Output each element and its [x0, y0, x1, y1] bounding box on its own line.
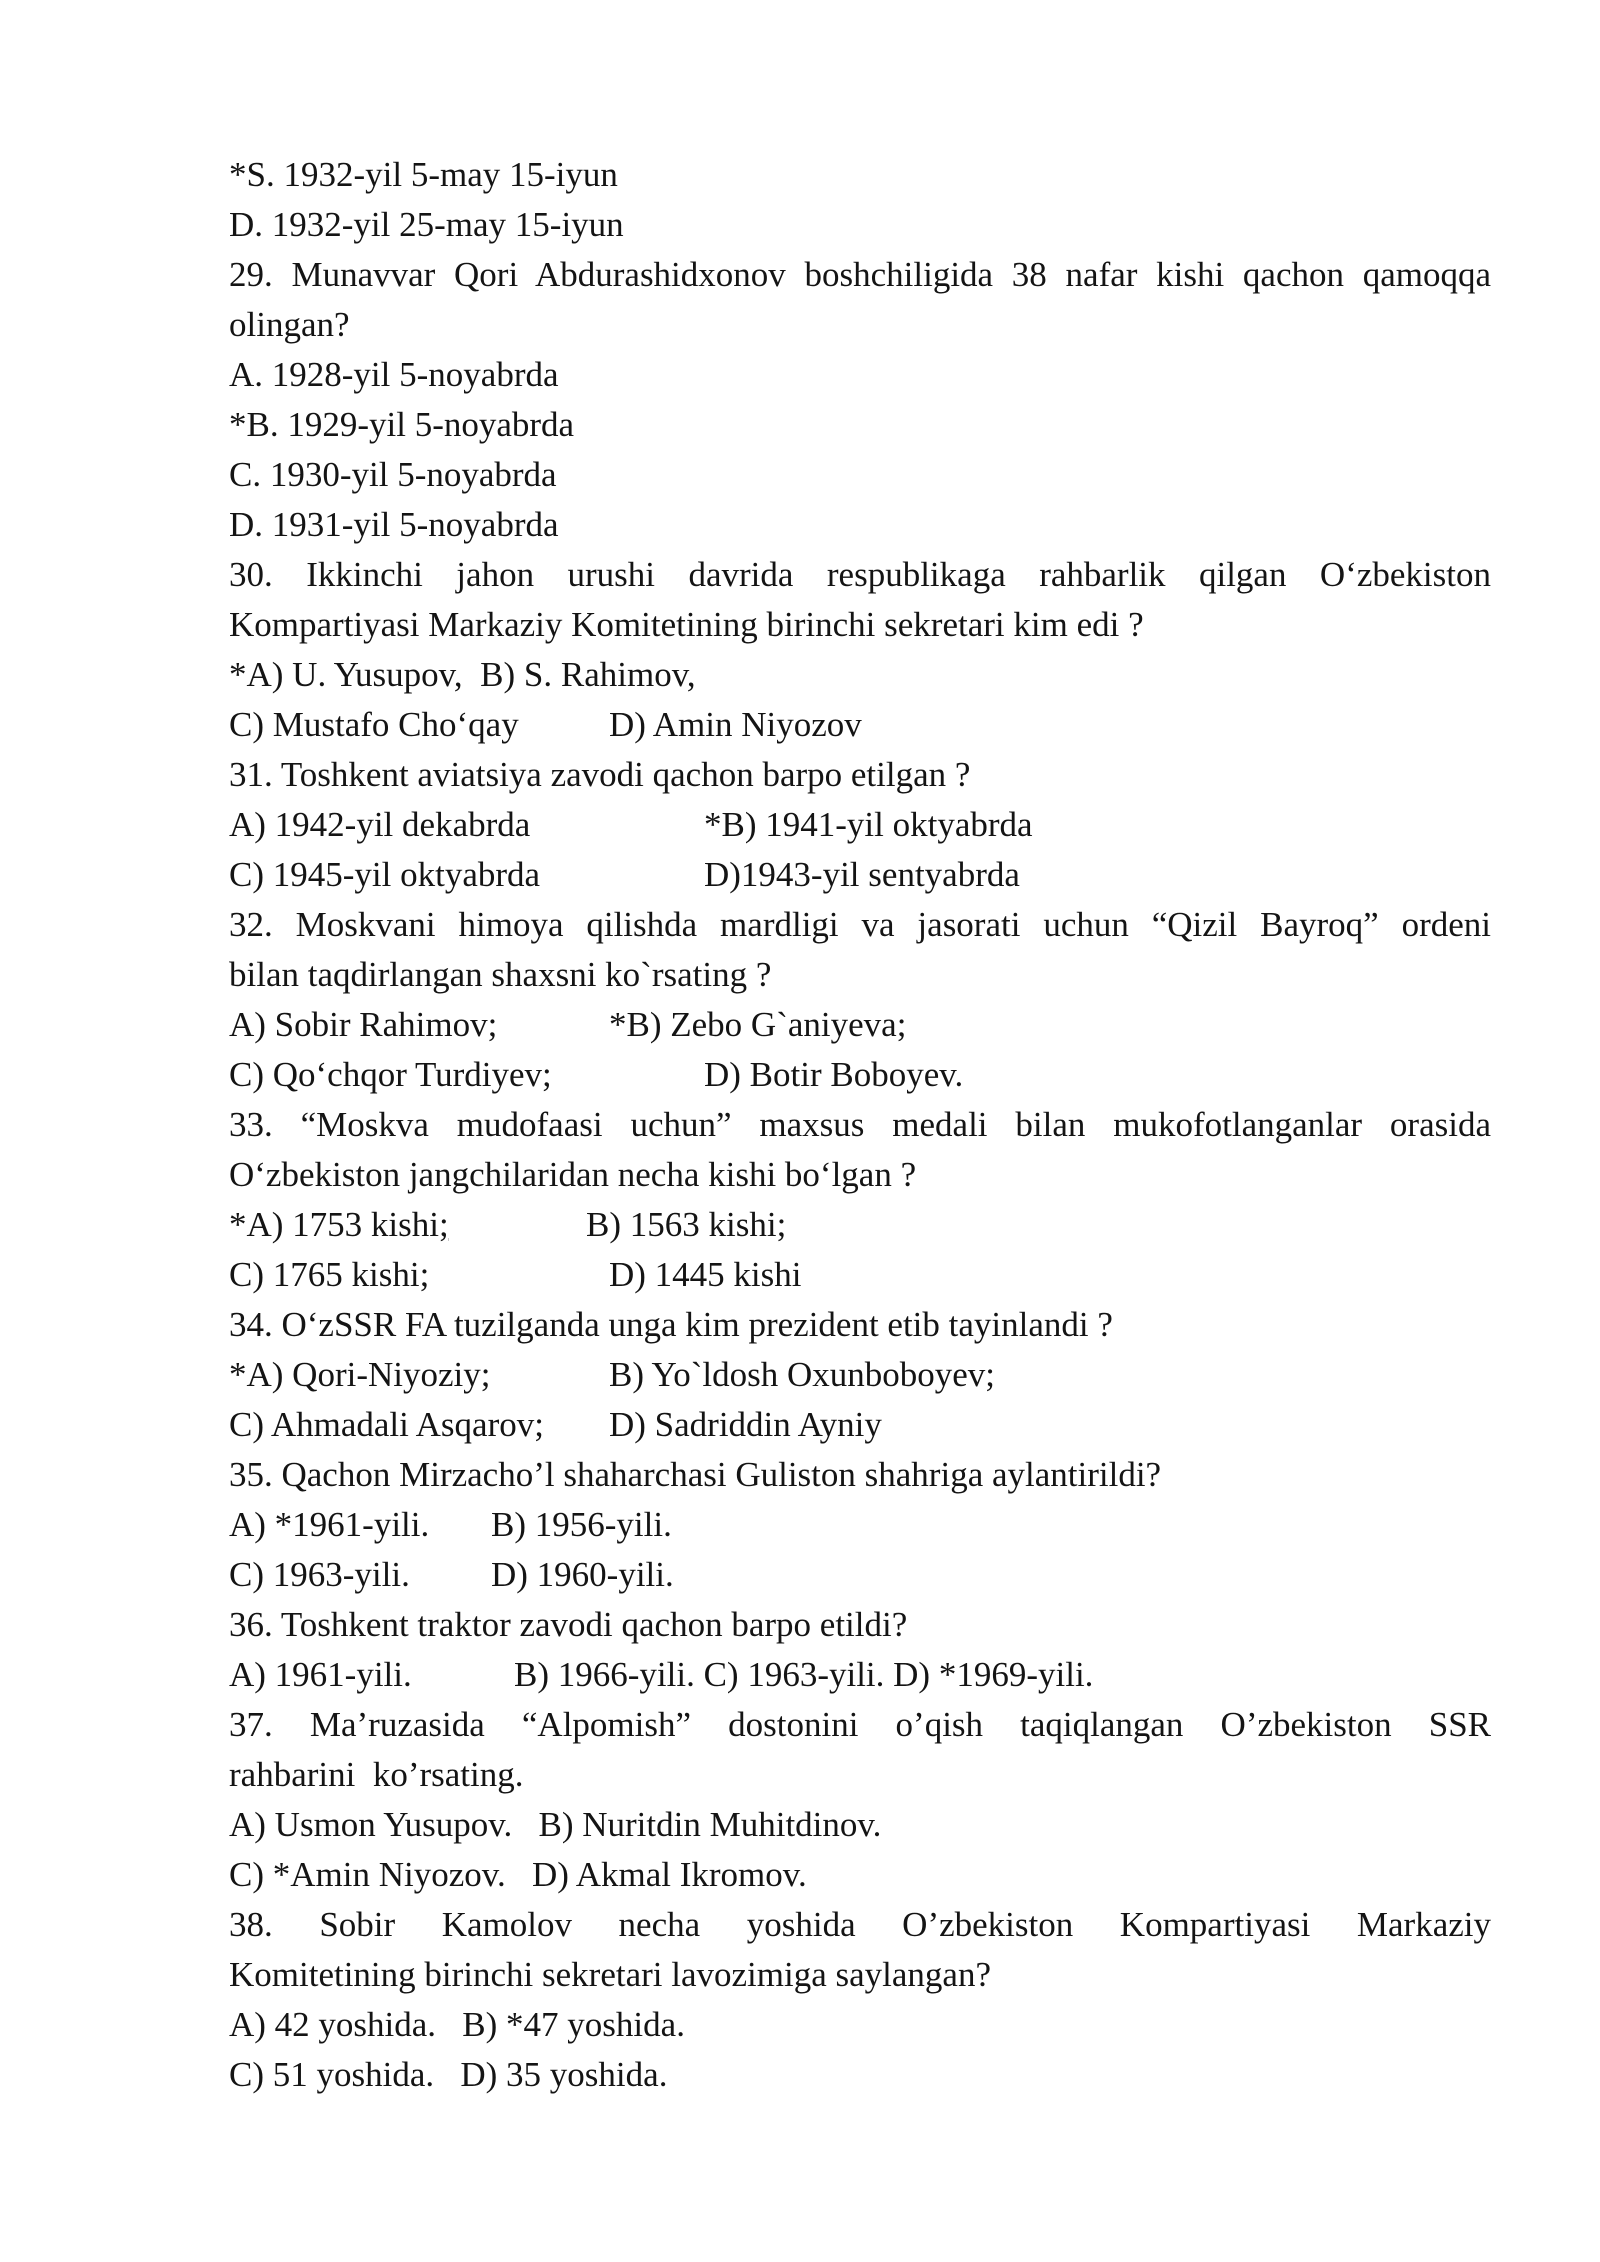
- answer-option: D) Botir Boboyev.: [704, 1055, 964, 1094]
- question-33-cont: O‘zbekiston jangchilaridan necha kishi bo‘lgan ?: [229, 1155, 917, 1194]
- question-30-cont: Kompartiyasi Markaziy Komitetining birinchi sekretari kim edi ?: [229, 605, 1144, 644]
- question-36: 36. Toshkent traktor zavodi qachon barpo etildi?: [229, 1605, 908, 1644]
- question-38: 38. Sobir Kamolov necha yoshida O’zbekiston Kompartiyasi Markaziy: [229, 1905, 1491, 1944]
- question-34: 34. O‘zSSR FA tuzilganda unga kim prezident etib tayinlandi ?: [229, 1305, 1113, 1344]
- answer-option: B) Yo`ldosh Oxunboboyev;: [609, 1355, 996, 1394]
- answer-separator: ;: [896, 1005, 907, 1044]
- answer-option: A) 1961-yili.: [229, 1655, 412, 1694]
- answer-row: [229, 800, 1491, 850]
- answer-option: A) Sobir Rahimov;: [229, 1005, 498, 1044]
- answer-option: *B. 1929-yil 5-noyabrda: [229, 405, 575, 444]
- question-35: 35. Qachon Mirzacho’l shaharchasi Guliston shahriga aylantirildi?: [229, 1455, 1162, 1494]
- answer-option: B) 1563 kishi;: [586, 1205, 787, 1244]
- answer-option: *A) 1753 kishi: [229, 1205, 439, 1244]
- answer-option: A) 1942-yil dekabrda: [229, 805, 531, 844]
- answer-option: D. 1932-yil 25-may 15-iyun: [229, 205, 624, 244]
- answer-option: D) Amin Niyozov: [609, 705, 862, 744]
- answer-row: [229, 1400, 1491, 1450]
- answer-option: C) 1945-yil oktyabrda: [229, 855, 541, 894]
- question-37-cont: rahbarini ko’rsating.: [229, 1755, 524, 1794]
- answer-option: C) 1963-yili.: [229, 1555, 410, 1594]
- answer-option: D) 1445 kishi: [609, 1255, 802, 1294]
- answer-row: [229, 700, 1491, 750]
- answer-row: [229, 850, 1491, 900]
- answer-option: *A) Qori-Niyoziy;: [229, 1355, 491, 1394]
- answer-option: *B) Zebo G`aniyeva: [609, 1005, 897, 1044]
- answer-row: [229, 1500, 1491, 1550]
- answer-row: C) *Amin Niyozov. D) Akmal Ikromov.: [229, 1855, 807, 1894]
- answer-option: A. 1928-yil 5-noyabrda: [229, 355, 559, 394]
- quiz-text-body: [229, 150, 1491, 2100]
- answer-row: [229, 1050, 1491, 1100]
- answer-row: [229, 1550, 1491, 1600]
- answer-row: [229, 1200, 1491, 1250]
- answer-separator: ;: [439, 1205, 449, 1244]
- answer-option: B) S. Rahimov,: [462, 655, 696, 694]
- question-31: 31. Toshkent aviatsiya zavodi qachon barpo etilgan ?: [229, 755, 971, 794]
- question-30: 30. Ikkinchi jahon urushi davrida respublikaga rahbarlik qilgan O‘zbekiston: [229, 555, 1491, 594]
- question-29: 29. Munavvar Qori Abdurashidxonov boshchiligida 38 nafar kishi qachon qamoqqa: [229, 255, 1491, 294]
- answer-row: [229, 650, 1491, 700]
- answer-option: *S. 1932-yil 5-may 15-iyun: [229, 155, 618, 194]
- answer-row: [229, 1250, 1491, 1300]
- answer-row: [229, 1000, 1491, 1050]
- answer-option: C) 1765 kishi;: [229, 1255, 430, 1294]
- answer-separator: ,: [453, 655, 463, 694]
- answer-row: C) 51 yoshida. D) 35 yoshida.: [229, 2055, 668, 2094]
- question-38-cont: Komitetining birinchi sekretari lavozimiga saylangan?: [229, 1955, 991, 1994]
- answer-option: D) Sadriddin Ayniy: [609, 1405, 882, 1444]
- answer-row: [229, 1350, 1491, 1400]
- answer-option: C. 1930-yil 5-noyabrda: [229, 455, 557, 494]
- answer-option: D)1943-yil sentyabrda: [704, 855, 1020, 894]
- answer-row: A) 42 yoshida. B) *47 yoshida.: [229, 2005, 685, 2044]
- question-29-cont: olingan?: [229, 305, 350, 344]
- question-37: 37. Ma’ruzasida “Alpomish” dostonini o’qish taqiqlangan O’zbekiston SSR: [229, 1705, 1491, 1744]
- answer-option: A) *1961-yili.: [229, 1505, 430, 1544]
- answer-option: B) 1966-yili. C) 1963-yili. D) *1969-yili.: [514, 1655, 1094, 1694]
- question-32: 32. Moskvani himoya qilishda mardligi va jasorati uchun “Qizil Bayroq” ordeni: [229, 905, 1491, 944]
- answer-option: C) Qo‘chqor Turdiyev;: [229, 1055, 552, 1094]
- answer-option: C) Mustafo Cho‘qay: [229, 705, 519, 744]
- answer-option: D) 1960-yili.: [491, 1555, 674, 1594]
- answer-option: *A) U. Yusupov: [229, 655, 454, 694]
- answer-option: D. 1931-yil 5-noyabrda: [229, 505, 559, 544]
- answer-row: A) Usmon Yusupov. B) Nuritdin Muhitdinov.: [229, 1805, 882, 1844]
- answer-row: [229, 1650, 1491, 1700]
- question-33: 33. “Moskva mudofaasi uchun” maxsus medali bilan mukofotlanganlar orasida: [229, 1105, 1491, 1144]
- question-32-cont: bilan taqdirlangan shaxsni ko`rsating ?: [229, 955, 772, 994]
- answer-option: *B) 1941-yil oktyabrda: [704, 805, 1033, 844]
- answer-option: C) Ahmadali Asqarov;: [229, 1405, 544, 1444]
- answer-option: B) 1956-yili.: [491, 1505, 672, 1544]
